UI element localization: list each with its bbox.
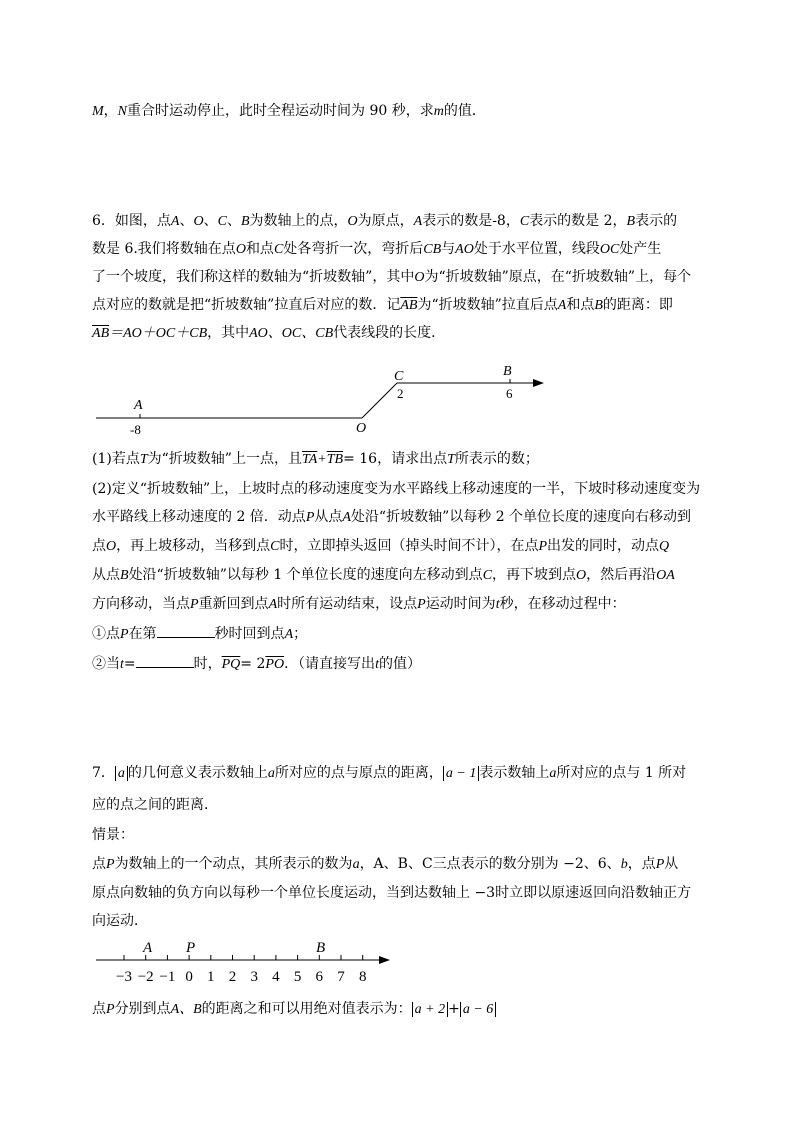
q7-axis-label-A: A (143, 940, 153, 956)
point-O: O (106, 539, 117, 554)
diagram-label-O: O (356, 421, 367, 436)
diagram-label-C: C (394, 369, 404, 384)
var-b: b (620, 857, 628, 872)
text: ，请求出点 (377, 451, 448, 467)
q7-axis-tick-label: 5 (293, 969, 302, 985)
text: 时，立即掉头返回（掉头时间不计），在点 (279, 538, 539, 554)
text: 为原点， (357, 213, 414, 229)
point-A: A (342, 510, 351, 525)
var-a: a (267, 766, 275, 781)
q6-part1 (92, 450, 539, 469)
text: 如图，点 (114, 213, 171, 229)
text: 处沿“折坡数轴”以每秒 2 个单位长度的速度向右移动到 (350, 509, 692, 525)
text: 点 (92, 538, 106, 554)
text: 处沿“折坡数轴”以每秒 1 个单位长度的速度向左移动到点 (128, 567, 483, 583)
separator: ， (103, 103, 118, 119)
point-A: A (413, 214, 423, 229)
segment-AO: AO (455, 242, 474, 257)
q7-axis-tick-label: 7 (337, 969, 345, 985)
text: 处产生 (619, 241, 662, 257)
q7-axis-tick-label: −1 (159, 969, 176, 985)
text: 从 (664, 856, 679, 872)
text: 为“折坡数轴”原点，在“折坡数轴”上，每个 (424, 269, 692, 285)
text: 所表示的数； (454, 451, 539, 467)
q7-line-1 (92, 764, 686, 783)
equation: ＝AO＋OC＋CB (109, 326, 208, 341)
text: 出发的同时，动点 (547, 538, 660, 554)
text: 水平路线上移动速度的 2 倍．动点 (92, 509, 306, 525)
text: ②当 (92, 656, 120, 672)
q6-part2-line-4 (92, 566, 675, 585)
text: 所对应的点与原点的距离， (274, 765, 443, 781)
abs-a-minus-1: a − 1 (443, 766, 479, 781)
point-P: P (120, 627, 129, 642)
point-T: T (139, 452, 148, 467)
answer-blank-2[interactable] (136, 654, 194, 668)
text: 为数轴上的一个动点，其所表示的数为 (114, 856, 353, 872)
text: 数是 6.我们将数轴在点 (92, 241, 236, 257)
segment-OA: OA (656, 568, 675, 583)
q7-axis-tick-label: −2 (137, 969, 154, 985)
text: 的值） (378, 656, 421, 672)
text: 秒，在移动过程中： (499, 596, 626, 612)
point-O: O (235, 242, 246, 257)
point-O: O (414, 270, 425, 285)
point-P: P (190, 597, 199, 612)
point-B: B (594, 298, 603, 313)
equals-two: = 2 (240, 656, 266, 672)
point-T: T (447, 452, 455, 467)
segment-CB: CB (423, 242, 442, 257)
text: ，A、B、C (359, 856, 433, 872)
text: 表示的数是-8， (422, 213, 520, 229)
text: 方向移动，当点 (92, 596, 190, 612)
q6-subquestion-1 (92, 624, 307, 644)
var-a: a (549, 766, 557, 781)
q7-line-4 (92, 884, 691, 902)
point-C: C (273, 242, 284, 257)
text: 为数轴上的点， (249, 213, 348, 229)
point-B: B (626, 214, 636, 229)
text: 为“折坡数轴”拉直后点 (417, 297, 558, 313)
text: 处于水平位置，线段 (473, 241, 600, 257)
point-O: O (347, 214, 358, 229)
q7-line-5 (92, 912, 148, 930)
text: 代表线段的长度． (333, 325, 446, 341)
q7-axis-label-B: B (316, 940, 326, 956)
text: 的几何意义表示数轴上 (127, 765, 268, 781)
q7-scene-label (92, 826, 134, 844)
question-number: 7． (92, 765, 115, 781)
text: ，再下坡到点 (492, 567, 577, 583)
text: 情景： (92, 827, 134, 843)
answer-blank-1[interactable] (157, 624, 215, 638)
text: 点 (92, 1001, 106, 1017)
var-t: t (120, 657, 124, 672)
diagram-value-C: 2 (397, 386, 404, 401)
text: ，其中 (207, 325, 250, 341)
plus: + (448, 1001, 460, 1017)
text: 分别到点 (114, 1001, 171, 1017)
point-C: C (217, 214, 227, 229)
q7-axis-tick-label: 4 (272, 969, 280, 985)
point-C: C (482, 568, 493, 583)
text: 应的点之间的距离． (92, 797, 218, 813)
segment-OC: OC (599, 242, 620, 257)
segments: AO、OC、CB (249, 326, 334, 341)
abs-a-plus-2: a + 2 (412, 1002, 448, 1017)
text: 的距离：即 (602, 297, 673, 313)
point-A: A (557, 298, 567, 313)
text: 、 (179, 213, 194, 229)
text: 表示数轴上 (479, 765, 550, 781)
overline-TA: $\overline{TA}$ (301, 452, 318, 467)
text: 为“折坡数轴”上一点，且 (147, 451, 302, 467)
text: ．（请直接写出 (284, 656, 376, 672)
point-A: A (170, 214, 180, 229)
q7-axis-tick-label: 8 (358, 969, 367, 985)
q7-line-6 (92, 1000, 496, 1019)
point-B: B (240, 214, 250, 229)
text: (2)定义“折坡数轴”上，上坡时点的移动速度变为水平路线上移动速度的一半，下坡时移动速度变为 (92, 481, 701, 497)
text: 和点 (245, 241, 274, 257)
text: 、 (203, 213, 218, 229)
text: ，再上坡移动，当移到点 (116, 538, 271, 554)
text: ，然后再沿 (586, 567, 657, 583)
diagram-value-A: -8 (130, 422, 141, 437)
axis-arrow-icon (533, 379, 544, 387)
plus: + (317, 452, 327, 467)
point-A: A (268, 597, 278, 612)
q7-axis-label-P: P (186, 940, 196, 956)
diagram-label-A: A (134, 398, 143, 413)
text: 与 (441, 241, 456, 257)
point-O: O (576, 568, 587, 583)
var-N: N (117, 104, 128, 119)
q5-text: 重合时运动停止，此时全程运动时间为 90 秒，求 (127, 103, 434, 119)
var-m: m (433, 104, 444, 119)
text: 从点 (314, 509, 343, 525)
text: ； (293, 626, 308, 642)
point-C: C (270, 539, 280, 554)
text: 原点向数轴的负方向以每秒一个单位长度运动，当到达数轴上 −3时立即以原速返回向沿数轴正方 (92, 885, 692, 901)
text: 处各弯折一次，弯折后 (283, 241, 424, 257)
point-Q: Q (659, 539, 670, 554)
q7-axis-tick-label: 1 (207, 969, 215, 985)
abs-a-minus-6: a − 6 (460, 1002, 496, 1017)
text: (1)若点 (92, 451, 140, 467)
q6-part2-line-2 (92, 508, 691, 527)
point-A: A (284, 627, 294, 642)
q6-part2-line-3 (92, 537, 669, 556)
q6-part2-line-1 (92, 480, 700, 498)
var-M: M (92, 104, 104, 119)
text: = (123, 656, 136, 672)
point-P: P (305, 510, 315, 525)
text: 时所有运动结束，设点 (277, 596, 418, 612)
point-P: P (417, 597, 426, 612)
equals-value: = 16 (343, 451, 378, 467)
text: 和点 (566, 297, 595, 313)
text: ①点 (92, 626, 120, 642)
text: 点 (92, 856, 106, 872)
overline-TB: $\overline{TB}$ (326, 452, 344, 467)
point-P: P (538, 539, 548, 554)
point-A: A (92, 326, 101, 341)
text: 、 (226, 213, 241, 229)
text: 表示的数是 2， (529, 213, 627, 229)
point-C: C (519, 214, 530, 229)
text: 运动时间为 (425, 596, 496, 612)
var-a: a (352, 857, 360, 872)
overline-PQ: $\overline{PQ}$ (221, 657, 241, 672)
q7-axis-tick-label: 0 (185, 969, 193, 985)
text: 从点 (92, 567, 120, 583)
q7-axis-tick-label: 2 (228, 969, 237, 985)
question-number: 6． (92, 213, 115, 229)
point-B: B (408, 298, 418, 313)
point-B: B (100, 326, 110, 341)
q7-axis-tick-label: 3 (250, 969, 258, 985)
diagram-label-B: B (503, 364, 512, 379)
text: 在第 (128, 626, 157, 642)
abs-a: a (115, 766, 128, 781)
text: 点对应的数就是把“折坡数轴”拉直后对应的数．记 (92, 297, 401, 313)
text: ，点 (627, 856, 656, 872)
text: 秒时回到点 (214, 626, 285, 642)
point-O: O (193, 214, 204, 229)
q7-axis-tick-label: −3 (116, 969, 132, 985)
text: 三点表示的数分别为 −2、6、 (432, 856, 621, 872)
text: 的距离之和可以用绝对值表示为： (201, 1001, 412, 1017)
diagram-value-B: 6 (506, 386, 513, 401)
q6-subquestion-2 (92, 654, 421, 674)
q6-part2-line-5 (92, 595, 626, 614)
point-B: B (120, 568, 129, 583)
point-P: P (655, 857, 665, 872)
text: 表示的 (635, 213, 678, 229)
text: 所对应的点与 1 所对 (556, 765, 687, 781)
axis-slope-segment (362, 383, 397, 418)
q7-line-3 (92, 855, 678, 874)
text: 向运动． (92, 913, 148, 929)
text: 时， (193, 656, 222, 672)
text: 了一个坡度，我们称这样的数轴为“折坡数轴”，其中 (92, 269, 415, 285)
q5-end: 的值． (443, 103, 486, 119)
var-t: t (375, 657, 379, 672)
point-P: P (106, 857, 115, 872)
points-A-B: A、B (170, 1002, 202, 1017)
q7-axis-tick-label: 6 (315, 969, 324, 985)
point-A: A (400, 298, 409, 313)
q7-axis-arrow-icon (379, 956, 390, 964)
point-P: P (106, 1002, 115, 1017)
var-t: t (495, 597, 500, 612)
q7-line-2 (92, 796, 218, 814)
text: 重新回到点 (198, 596, 269, 612)
overline-PO: $\overline{PO}$ (265, 657, 285, 672)
